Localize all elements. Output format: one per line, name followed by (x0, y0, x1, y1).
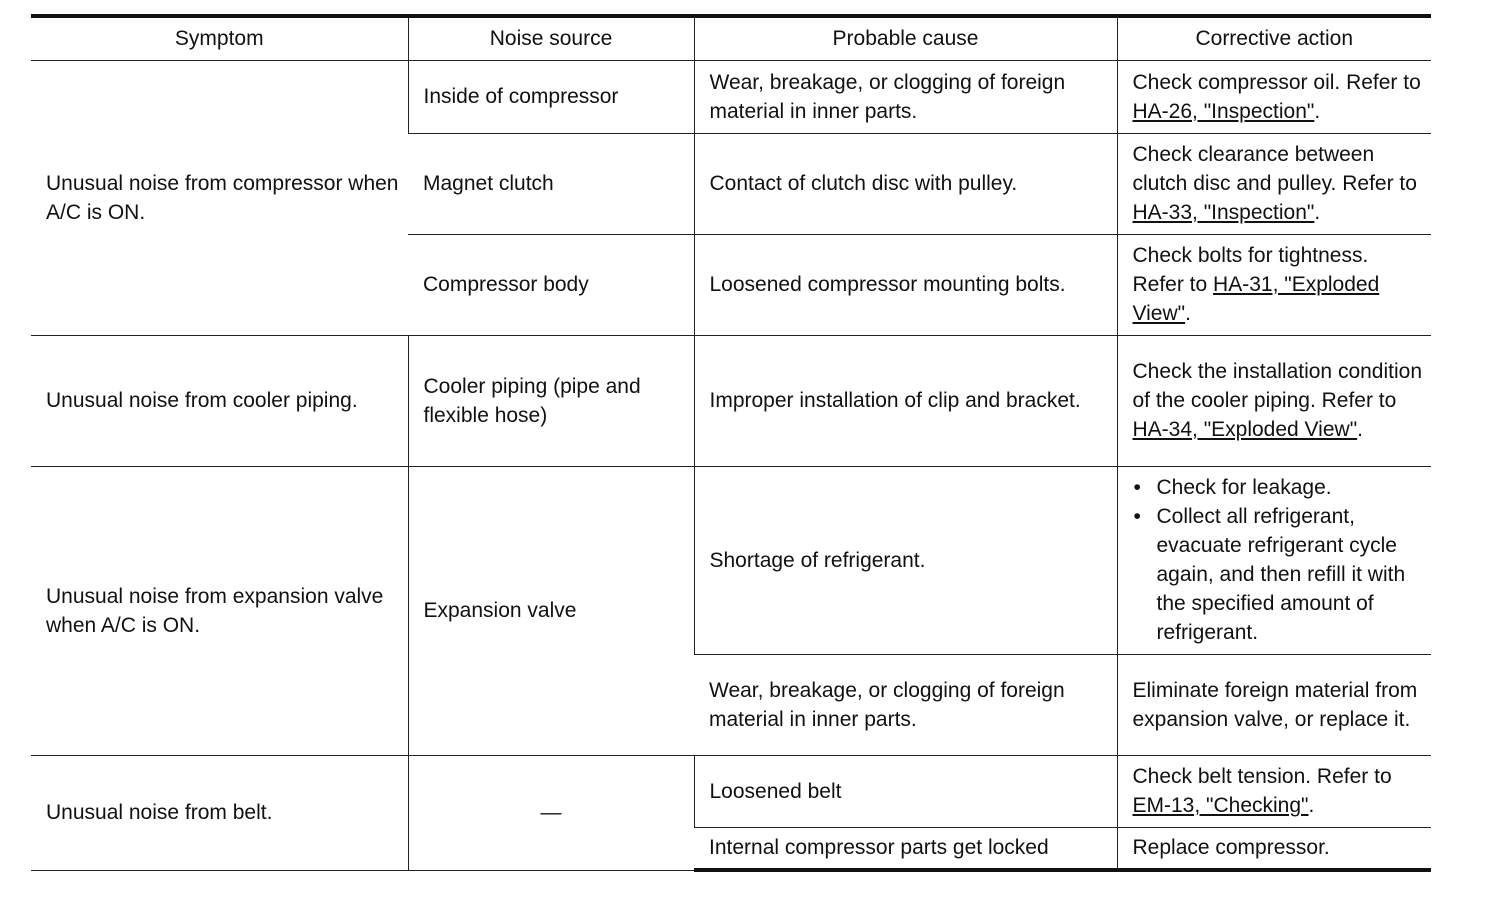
corrective-action-cell: Eliminate foreign material from expansion valve, or replace it. (1117, 654, 1431, 755)
corrective-action-cell (1117, 755, 1431, 827)
probable-cause-cell: Loosened compressor mounting bolts. (694, 234, 1117, 335)
header-symptom: Symptom (31, 16, 408, 60)
action-text: Check compressor oil. Refer to (1132, 70, 1421, 94)
noise-source-cell: Magnet clutch (408, 133, 694, 234)
action-text: Check bolts for tightness. Refer to (1132, 244, 1369, 296)
header-corrective-action: Corrective action (1117, 16, 1431, 60)
noise-source-cell: Inside of compressor (408, 60, 694, 133)
symptom-expansion-valve: Unusual noise from expansion valve when A/C is ON. (31, 466, 408, 755)
bullet-icon: • (1133, 505, 1141, 528)
symptom-belt: Unusual noise from belt. (31, 755, 408, 870)
probable-cause-cell: Loosened belt (694, 755, 1117, 827)
reference-link[interactable]: HA-34, "Exploded View" (1132, 418, 1358, 441)
header-probable-cause: Probable cause (694, 16, 1117, 60)
corrective-action-cell (1117, 335, 1431, 466)
bullet-icon: • (1133, 476, 1141, 499)
table-row (31, 335, 1431, 466)
probable-cause-cell: Wear, breakage, or clogging of foreign material in inner parts. (694, 60, 1117, 133)
action-text-end: . (1314, 201, 1321, 224)
noise-source-cell: Compressor body (408, 234, 694, 335)
action-bullet-list (1133, 473, 1424, 647)
probable-cause-cell: Contact of clutch disc with pulley. (694, 133, 1117, 234)
bullet-text: Collect all refrigerant, evacuate refrigerant cycle again, and then refill it with the specified amount of refrigerant. (1156, 505, 1406, 644)
probable-cause-cell: Internal compressor parts get locked (694, 827, 1117, 870)
troubleshooting-table (31, 14, 1431, 872)
action-text: Check the installation condition of the cooler piping. Refer to (1132, 360, 1423, 412)
list-item (1133, 473, 1424, 502)
action-text-end: . (1357, 418, 1363, 441)
noise-source-cell: Expansion valve (408, 466, 694, 755)
probable-cause-cell: Wear, breakage, or clogging of foreign material in inner parts. (694, 654, 1117, 755)
noise-source-cell: Cooler piping (pipe and flexible hose) (408, 335, 694, 466)
header-noise-source: Noise source (408, 16, 694, 60)
probable-cause-cell: Shortage of refrigerant. (694, 466, 1117, 654)
symptom-compressor: Unusual noise from compressor when A/C is ON. (31, 60, 408, 335)
action-text-end: . (1185, 302, 1191, 325)
corrective-action-cell (1117, 60, 1431, 133)
action-text: Check clearance between clutch disc and pulley. Refer to (1132, 143, 1417, 195)
action-text: Check belt tension. Refer to (1132, 765, 1392, 788)
list-item (1133, 502, 1424, 647)
bullet-text: Check for leakage. (1156, 476, 1332, 499)
table-row (31, 466, 1431, 654)
symptom-cooler-piping: Unusual noise from cooler piping. (31, 335, 408, 466)
corrective-action-cell: Replace compressor. (1117, 827, 1431, 870)
table-row (31, 60, 1431, 133)
action-text-end: . (1314, 99, 1321, 123)
header-row (31, 16, 1431, 60)
probable-cause-cell: Improper installation of clip and bracket. (694, 335, 1117, 466)
reference-link[interactable]: HA-31, "Exploded View" (1132, 273, 1380, 325)
corrective-action-cell (1117, 234, 1431, 335)
reference-link[interactable]: EM-13, "Checking" (1132, 794, 1309, 817)
reference-link[interactable]: HA-26, "Inspection" (1132, 99, 1315, 123)
table-row (31, 755, 1431, 827)
corrective-action-cell (1117, 133, 1431, 234)
action-text-end: . (1308, 794, 1315, 817)
noise-source-cell: — (408, 755, 694, 870)
reference-link[interactable]: HA-33, "Inspection" (1132, 201, 1315, 224)
corrective-action-cell (1117, 466, 1431, 654)
